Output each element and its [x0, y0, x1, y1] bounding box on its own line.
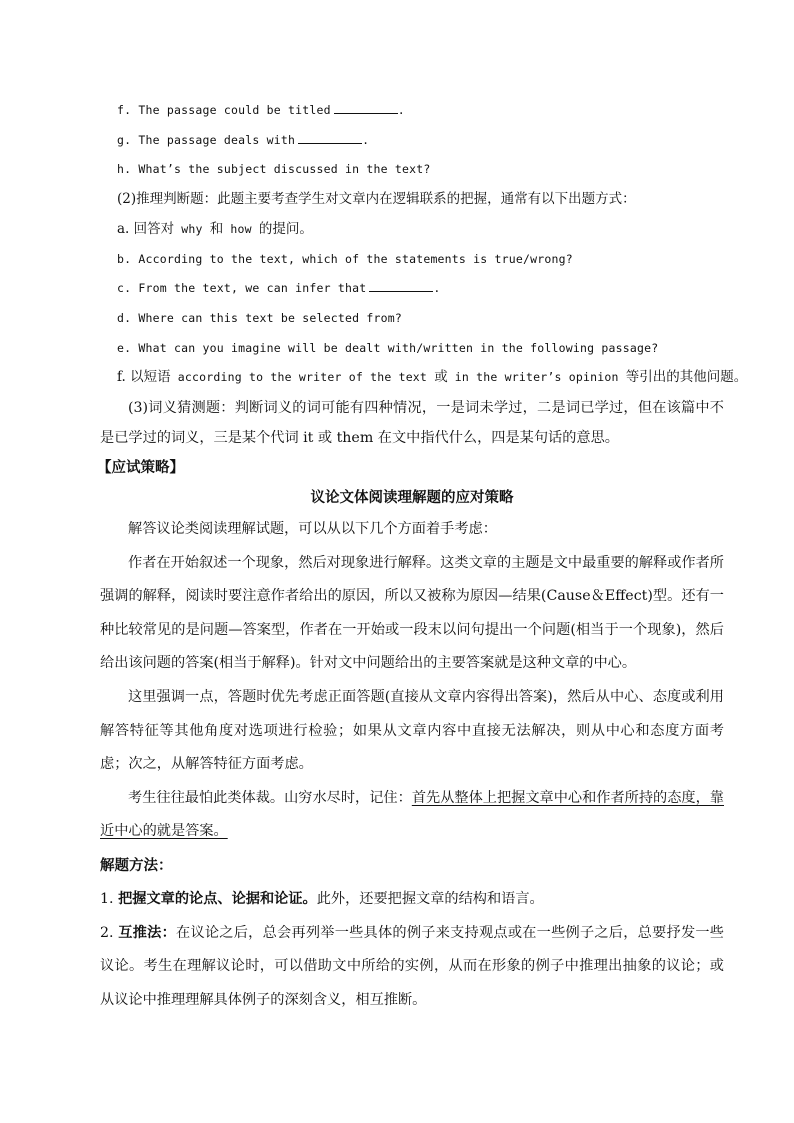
section-inference: (2)推理判断题：此题主要考查学生对文章内在逻辑联系的把握，通常有以下出题方式： [117, 191, 636, 208]
section-word-meaning: (3)词义猜测题：判断词义的词可能有四种情况，一是词未学过，二是词已学过，但在该篇中不是已学过的词义，三是某个代词 it 或 them 在文中指代什么，四是某句话的意思。 [100, 400, 724, 447]
strategy-title: 议论文体阅读理解题的应对策略 [310, 489, 514, 507]
option-a-why-how: a. 回答对 why 和 how 的提问。 [117, 220, 313, 237]
key-tip: 首先从整体上把握文章中心和作者所持的态度，靠近中心的就是答案。 [100, 789, 724, 840]
option-e-following: e. What can you imagine will be dealt with/written in the following passage? [117, 340, 659, 355]
answer-blank [369, 281, 433, 292]
option-g-deals: g. The passage deals with . [117, 132, 370, 147]
strategy-paragraph-3: 这里强调一点，答题时优先考虑正面答题(直接从文章内容得出答案)，然后从中心、态度或利用解答特征等其他角度对选项进行检验；如果从文章内容中直接无法解决，则从中心和态度方面考虑；次之，从解答特征方面考虑。 [100, 689, 724, 773]
strategy-heading: 【应试策略】 [97, 459, 184, 477]
strategy-paragraph-1: 解答议论类阅读理解试题，可以从以下几个方面着手考虑： [128, 521, 497, 538]
option-b-true-wrong: b. According to the text, which of the statements is true/wrong? [117, 251, 573, 266]
answer-blank [334, 103, 398, 114]
answer-blank [298, 133, 362, 144]
option-text: g. The passage deals with [117, 132, 296, 147]
option-c-infer: c. From the text, we can infer that . [117, 281, 441, 296]
method-2: 2. 互推法：在议论之后，总会再列举一些具体的例子来支持观点或在一些例子之后，总要抒发一些议论。考生在理解议论时，可以借助文中所给的实例，从而在形象的例子中推理出抽象的议论；或从议论中推理理解具体例子的深刻含义，相互推断。 [100, 924, 724, 1008]
methods-heading: 解题方法： [100, 856, 173, 874]
strategy-paragraph-4: 考生往往最怕此类体裁。山穷水尽时，记住：首先从整体上把握文章中心和作者所持的态度，靠近中心的就是答案。 [100, 789, 724, 840]
method-1: 1. 把握文章的论点、论据和论证。此外，还要把握文章的结构和语言。 [100, 890, 544, 907]
option-f-title: f. The passage could be titled . [117, 103, 405, 117]
strategy-paragraph-2: 作者在开始叙述一个现象，然后对现象进行解释。这类文章的主题是文中最重要的解释或作者所强调的解释，阅读时要注意作者给出的原因，所以又被称为原因—结果(Cause＆Effect)型。还有一种比较常见的是问题—答案型，作者在一开始或一段末以问句提出一个问题(相当于一个现象)，然后给出该问题的答案(相当于解释)。针对文中问题给出的主要答案就是这种文章的中心。 [100, 554, 724, 672]
option-text: h. What’s the subject discussed in the text? [117, 162, 431, 177]
option-d-selected: d. Where can this text be selected from? [117, 310, 402, 325]
option-f-phrase: f. 以短语 according to the writer of the text 或 in the writer’s opinion 等引出的其他问题。 [117, 369, 748, 386]
option-h-subject [100, 155, 724, 185]
option-text: f. The passage could be titled [117, 103, 331, 117]
document-page [97, 96, 748, 1017]
